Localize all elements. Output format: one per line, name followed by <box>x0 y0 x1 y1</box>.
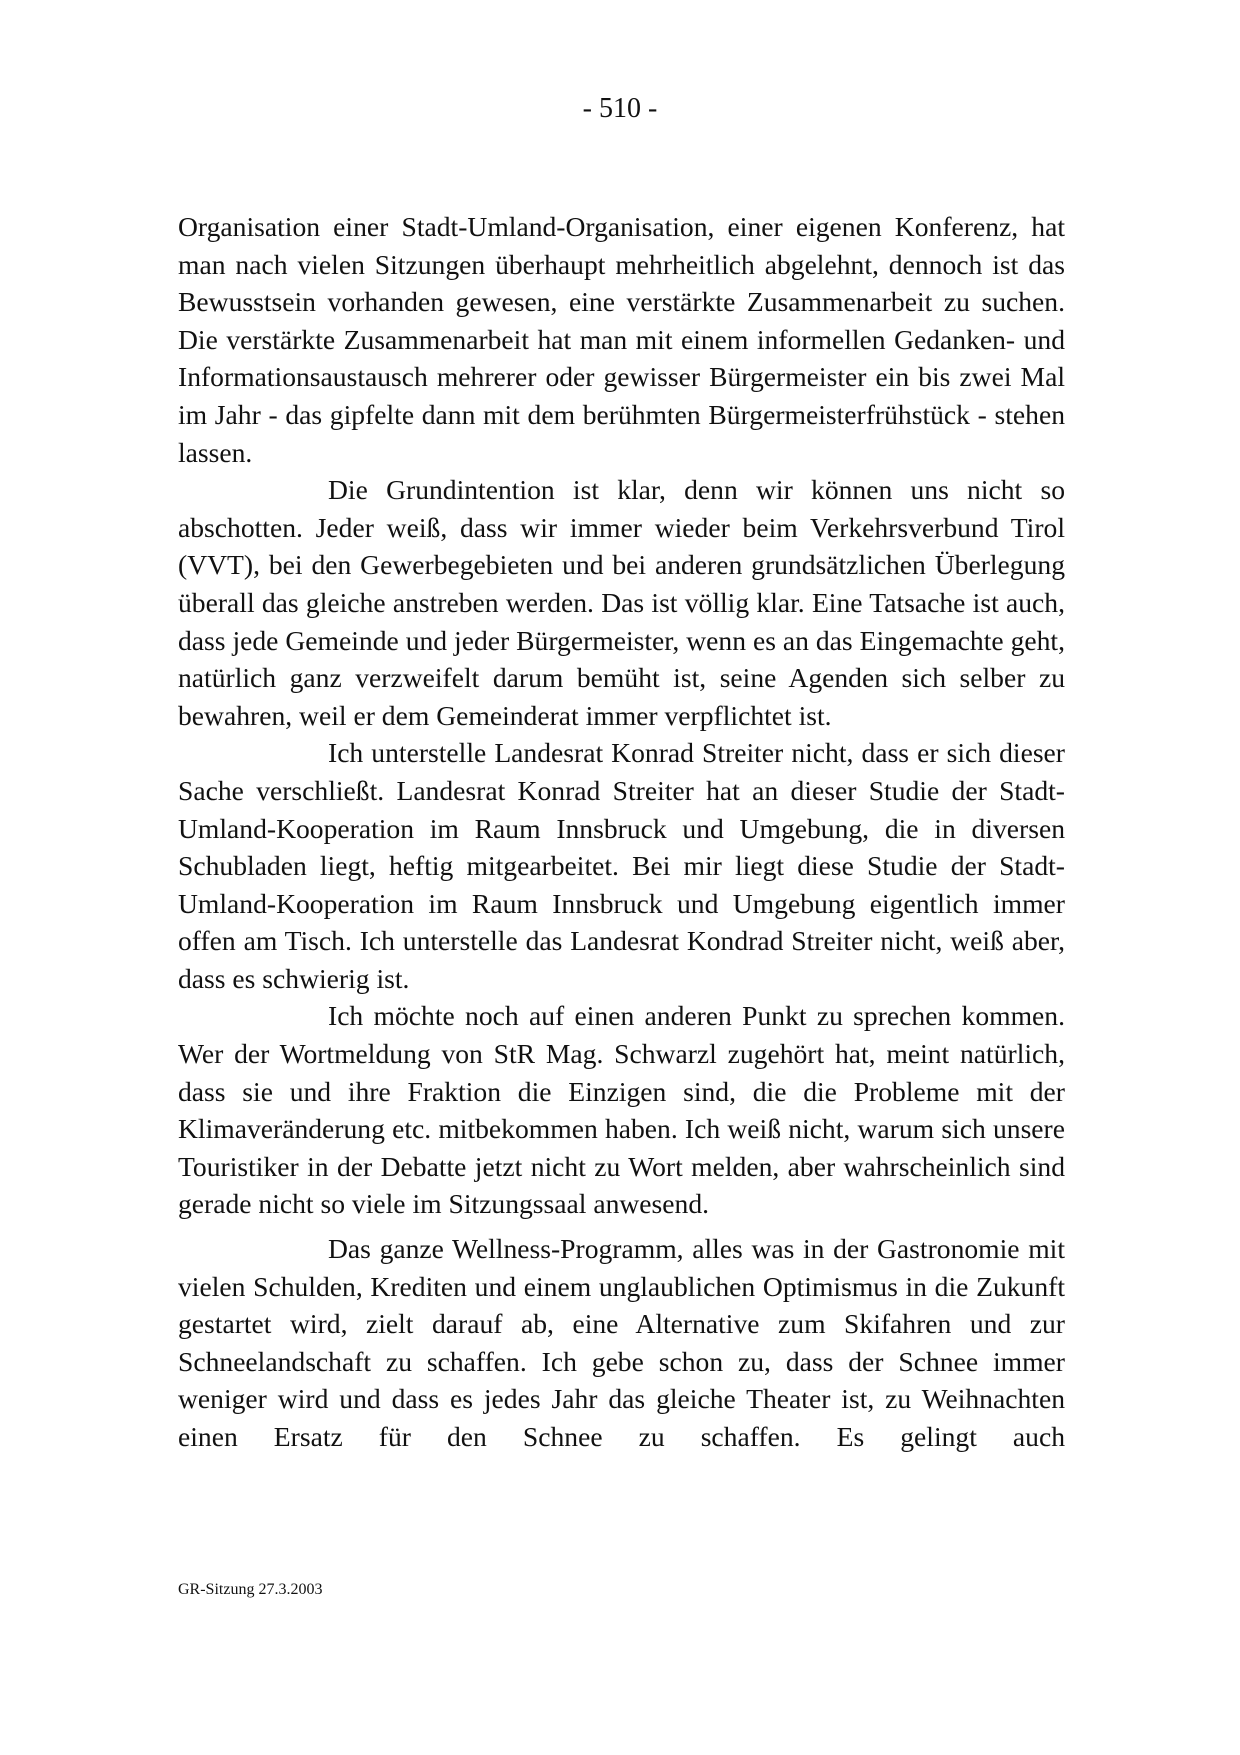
footer-session-date: GR-Sitzung 27.3.2003 <box>178 1581 323 1598</box>
paragraph-4: Ich möchte noch auf einen anderen Punkt zu sprechen kommen. Wer der Wortmeldung von StR Mag. Schwarzl zugehört hat, meint natürlich, dass sie und ihre Fraktion die Einzigen sind, die die Probleme mit der Klimaveränderung etc. mitbekommen haben. Ich weiß nicht, warum sich unsere Touristiker in der Debatte jetzt nicht zu Wort melden, aber wahrscheinlich sind gerade nicht so viele im Sitzungssaal anwesend. <box>178 1000 1065 1220</box>
body-text <box>178 208 1065 1456</box>
paragraph-1: Organisation einer Stadt-Umland-Organisation, einer eigenen Konferenz, hat man nach vielen Sitzungen überhaupt mehrheitlich abgelehnt, dennoch ist das Bewusstsein vorhanden gewesen, eine verstärkte Zusammenarbeit zu suchen. Die verstärkte Zusammenarbeit hat man mit einem informellen Gedanken- und Informationsaustausch mehrerer oder gewisser Bürgermeister ein bis zwei Mal im Jahr - das gipfelte dann mit dem berühmten Bürgermeisterfrühstück - stehen lassen. <box>178 211 1065 468</box>
paragraph-3: Ich unterstelle Landesrat Konrad Streiter nicht, dass er sich dieser Sache verschließt. Landesrat Konrad Streiter hat an dieser Studie der Stadt-Umland-Kooperation im Raum Innsbruck und Umgebung, die in diversen Schubladen liegt, heftig mitgearbeitet. Bei mir liegt diese Studie der Stadt-Umland-Kooperation im Raum Innsbruck und Umgebung eigentlich immer offen am Tisch. Ich unterstelle das Landesrat Kondrad Streiter nicht, weiß aber, dass es schwierig ist. <box>178 737 1065 994</box>
page-number: - 510 - <box>582 93 658 124</box>
paragraph-2: Die Grundintention ist klar, denn wir können uns nicht so abschotten. Jeder weiß, dass wir immer wieder beim Verkehrsverbund Tirol (VVT), bei den Gewerbegebieten und bei anderen grundsätzlichen Überlegung überall das gleiche anstreben werden. Das ist völlig klar. Eine Tatsache ist auch, dass jede Gemeinde und jeder Bürgermeister, wenn es an das Eingemachte geht, natürlich ganz verzweifelt darum bemüht ist, seine Agenden sich selber zu bewahren, weil er dem Gemeinderat immer verpflichtet ist. <box>178 474 1065 731</box>
paragraph-5: Das ganze Wellness-Programm, alles was in der Gastronomie mit vielen Schulden, Krediten und einem unglaublichen Optimismus in die Zukunft gestartet wird, zielt darauf ab, eine Alternative zum Skifahren und zur Schneelandschaft zu schaffen. Ich gebe schon zu, dass der Schnee immer weniger wird und dass es jedes Jahr das gleiche Theater ist, zu Weihnachten einen Ersatz für den Schnee zu schaffen. Es gelingt auch <box>178 1233 1065 1452</box>
